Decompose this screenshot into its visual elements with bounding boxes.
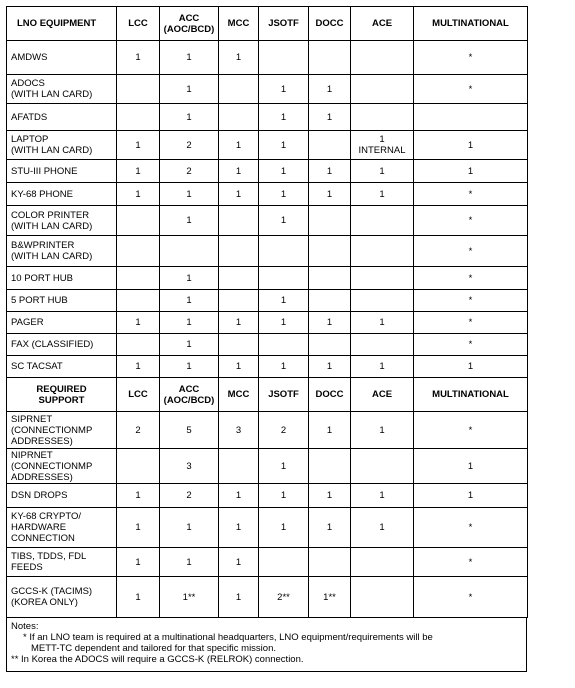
cell-ace: 1 INTERNAL — [351, 131, 414, 160]
row-label: COLOR PRINTER (WITH LAN CARD) — [7, 206, 117, 236]
row-label: GCCS-K (TACIMS) (KOREA ONLY) — [7, 577, 117, 618]
cell-docc — [309, 334, 351, 356]
cell-mcc: 1 — [219, 312, 259, 334]
cell-jsotf: 1 — [259, 312, 309, 334]
table-row — [7, 206, 528, 236]
cell-ace — [351, 75, 414, 104]
cell-lcc: 1 — [117, 312, 160, 334]
row-label: SIPRNET (CONNECTIONMP ADDRESSES) — [7, 412, 117, 449]
table-row — [7, 75, 528, 104]
cell-mcc: 1 — [219, 41, 259, 75]
cell-lcc — [117, 236, 160, 267]
cell-jsotf — [259, 41, 309, 75]
row-label: KY-68 CRYPTO/ HARDWARE CONNECTION — [7, 508, 117, 548]
cell-acc-aoc-bcd: 1 — [160, 41, 219, 75]
cell-ace: 1 — [351, 412, 414, 449]
cell-docc: 1 — [309, 104, 351, 131]
table-row — [7, 104, 528, 131]
cell-docc — [309, 41, 351, 75]
equipment-header-row — [7, 7, 528, 41]
cell-docc — [309, 267, 351, 290]
cell-docc — [309, 548, 351, 577]
cell-lcc: 2 — [117, 412, 160, 449]
row-label: TIBS, TDDS, FDL FEEDS — [7, 548, 117, 577]
cell-docc: 1** — [309, 577, 351, 618]
column-header-docc: DOCC — [309, 378, 351, 412]
cell-lcc: 1 — [117, 508, 160, 548]
cell-docc — [309, 449, 351, 484]
cell-mcc: 1 — [219, 508, 259, 548]
row-label: ADOCS (WITH LAN CARD) — [7, 75, 117, 104]
row-label: B&WPRINTER (WITH LAN CARD) — [7, 236, 117, 267]
cell-lcc: 1 — [117, 484, 160, 508]
cell-lcc: 1 — [117, 548, 160, 577]
cell-jsotf: 1 — [259, 75, 309, 104]
table-row — [7, 312, 528, 334]
cell-mcc: 1 — [219, 484, 259, 508]
cell-acc-aoc-bcd: 1 — [160, 290, 219, 312]
cell-jsotf: 1 — [259, 206, 309, 236]
cell-multinational: * — [414, 548, 528, 577]
table-row — [7, 577, 528, 618]
cell-docc: 1 — [309, 183, 351, 206]
cell-lcc: 1 — [117, 356, 160, 378]
cell-multinational: * — [414, 290, 528, 312]
cell-jsotf — [259, 267, 309, 290]
cell-docc: 1 — [309, 160, 351, 183]
row-label: KY-68 PHONE — [7, 183, 117, 206]
cell-multinational: * — [414, 267, 528, 290]
table-row — [7, 334, 528, 356]
cell-multinational: 1 — [414, 449, 528, 484]
cell-acc-aoc-bcd: 2 — [160, 160, 219, 183]
cell-mcc: 3 — [219, 412, 259, 449]
cell-acc-aoc-bcd: 1 — [160, 548, 219, 577]
cell-jsotf: 2 — [259, 412, 309, 449]
column-header-ace: ACE — [351, 378, 414, 412]
cell-multinational: 1 — [414, 160, 528, 183]
notes-title: Notes: — [11, 621, 39, 632]
cell-ace — [351, 41, 414, 75]
cell-multinational: * — [414, 334, 528, 356]
column-header-lcc: LCC — [117, 7, 160, 41]
cell-lcc — [117, 267, 160, 290]
cell-lcc — [117, 75, 160, 104]
cell-jsotf: 2** — [259, 577, 309, 618]
table-row — [7, 41, 528, 75]
cell-jsotf — [259, 236, 309, 267]
cell-ace — [351, 334, 414, 356]
cell-multinational: * — [414, 508, 528, 548]
table-row — [7, 290, 528, 312]
cell-mcc: 1 — [219, 548, 259, 577]
cell-docc — [309, 206, 351, 236]
equipment-header-label: LNO EQUIPMENT — [7, 7, 117, 41]
table-row — [7, 449, 528, 484]
cell-multinational: * — [414, 41, 528, 75]
column-header-mcc: MCC — [219, 378, 259, 412]
column-header-jsotf: JSOTF — [259, 378, 309, 412]
cell-mcc — [219, 104, 259, 131]
table-row — [7, 484, 528, 508]
note-star-line-1: * If an LNO team is required at a multinational headquarters, LNO equipment/requirements will be — [23, 632, 433, 643]
cell-acc-aoc-bcd: 1** — [160, 577, 219, 618]
cell-docc — [309, 290, 351, 312]
cell-acc-aoc-bcd: 1 — [160, 183, 219, 206]
row-label: AMDWS — [7, 41, 117, 75]
cell-multinational: * — [414, 312, 528, 334]
cell-mcc: 1 — [219, 356, 259, 378]
cell-mcc: 1 — [219, 183, 259, 206]
table-row — [7, 236, 528, 267]
cell-lcc — [117, 334, 160, 356]
cell-acc-aoc-bcd: 5 — [160, 412, 219, 449]
table-row — [7, 131, 528, 160]
cell-docc: 1 — [309, 75, 351, 104]
cell-multinational: * — [414, 183, 528, 206]
table-row — [7, 183, 528, 206]
table-row — [7, 548, 528, 577]
cell-multinational: 1 — [414, 356, 528, 378]
cell-acc-aoc-bcd — [160, 236, 219, 267]
cell-multinational: * — [414, 577, 528, 618]
cell-acc-aoc-bcd: 1 — [160, 75, 219, 104]
cell-acc-aoc-bcd: 1 — [160, 206, 219, 236]
column-header-acc-aoc-bcd: ACC (AOC/BCD) — [160, 378, 219, 412]
table-row — [7, 356, 528, 378]
cell-ace — [351, 577, 414, 618]
cell-jsotf: 1 — [259, 449, 309, 484]
cell-ace — [351, 267, 414, 290]
cell-lcc — [117, 104, 160, 131]
row-label: STU-III PHONE — [7, 160, 117, 183]
cell-jsotf: 1 — [259, 290, 309, 312]
cell-multinational: * — [414, 75, 528, 104]
cell-ace: 1 — [351, 356, 414, 378]
row-label: DSN DROPS — [7, 484, 117, 508]
cell-ace: 1 — [351, 160, 414, 183]
table-row — [7, 412, 528, 449]
cell-multinational: 1 — [414, 131, 528, 160]
support-header-row — [7, 378, 528, 412]
cell-ace — [351, 104, 414, 131]
lno-equipment-table — [6, 6, 528, 618]
cell-lcc: 1 — [117, 131, 160, 160]
row-label: AFATDS — [7, 104, 117, 131]
cell-jsotf — [259, 334, 309, 356]
cell-docc: 1 — [309, 484, 351, 508]
row-label: 10 PORT HUB — [7, 267, 117, 290]
lno-requirements-document — [6, 6, 527, 672]
cell-jsotf: 1 — [259, 131, 309, 160]
cell-acc-aoc-bcd: 2 — [160, 131, 219, 160]
cell-lcc — [117, 449, 160, 484]
row-label: LAPTOP (WITH LAN CARD) — [7, 131, 117, 160]
cell-acc-aoc-bcd: 1 — [160, 508, 219, 548]
cell-ace — [351, 206, 414, 236]
cell-lcc: 1 — [117, 183, 160, 206]
table-row — [7, 267, 528, 290]
column-header-acc-aoc-bcd: ACC (AOC/BCD) — [160, 7, 219, 41]
cell-acc-aoc-bcd: 2 — [160, 484, 219, 508]
cell-ace: 1 — [351, 484, 414, 508]
cell-docc — [309, 236, 351, 267]
note-double-star: ** In Korea the ADOCS will require a GCCS-K (RELROK) connection. — [11, 654, 304, 665]
cell-multinational: * — [414, 412, 528, 449]
cell-docc: 1 — [309, 508, 351, 548]
cell-lcc: 1 — [117, 577, 160, 618]
cell-docc: 1 — [309, 356, 351, 378]
cell-ace: 1 — [351, 183, 414, 206]
cell-mcc: 1 — [219, 577, 259, 618]
cell-mcc — [219, 75, 259, 104]
column-header-multinational: MULTINATIONAL — [414, 7, 528, 41]
table-body — [7, 7, 528, 618]
column-header-docc: DOCC — [309, 7, 351, 41]
cell-multinational: 1 — [414, 484, 528, 508]
cell-mcc: 1 — [219, 131, 259, 160]
cell-mcc — [219, 206, 259, 236]
cell-jsotf: 1 — [259, 356, 309, 378]
row-label: NIPRNET (CONNECTIONMP ADDRESSES) — [7, 449, 117, 484]
cell-docc — [309, 131, 351, 160]
cell-mcc — [219, 449, 259, 484]
table-row — [7, 160, 528, 183]
cell-jsotf: 1 — [259, 104, 309, 131]
cell-jsotf — [259, 548, 309, 577]
table-row — [7, 508, 528, 548]
cell-acc-aoc-bcd: 1 — [160, 334, 219, 356]
cell-ace — [351, 449, 414, 484]
row-label: SC TACSAT — [7, 356, 117, 378]
row-label: PAGER — [7, 312, 117, 334]
cell-lcc — [117, 290, 160, 312]
cell-mcc — [219, 267, 259, 290]
cell-lcc: 1 — [117, 41, 160, 75]
cell-acc-aoc-bcd: 1 — [160, 104, 219, 131]
cell-jsotf: 1 — [259, 508, 309, 548]
column-header-multinational: MULTINATIONAL — [414, 378, 528, 412]
cell-mcc — [219, 334, 259, 356]
cell-acc-aoc-bcd: 1 — [160, 267, 219, 290]
cell-ace: 1 — [351, 508, 414, 548]
cell-docc: 1 — [309, 412, 351, 449]
support-header-label: REQUIRED SUPPORT — [7, 378, 117, 412]
notes-section — [6, 618, 527, 672]
cell-jsotf: 1 — [259, 160, 309, 183]
cell-jsotf: 1 — [259, 183, 309, 206]
cell-multinational — [414, 104, 528, 131]
row-label: FAX (CLASSIFIED) — [7, 334, 117, 356]
note-star-line-2: METT-TC dependent and tailored for that specific mission. — [31, 643, 277, 654]
cell-docc: 1 — [309, 312, 351, 334]
cell-ace — [351, 290, 414, 312]
cell-multinational: * — [414, 236, 528, 267]
cell-jsotf: 1 — [259, 484, 309, 508]
cell-mcc — [219, 236, 259, 267]
column-header-ace: ACE — [351, 7, 414, 41]
cell-ace: 1 — [351, 312, 414, 334]
cell-acc-aoc-bcd: 1 — [160, 312, 219, 334]
cell-acc-aoc-bcd: 3 — [160, 449, 219, 484]
cell-multinational: * — [414, 206, 528, 236]
cell-mcc — [219, 290, 259, 312]
cell-lcc — [117, 206, 160, 236]
row-label: 5 PORT HUB — [7, 290, 117, 312]
column-header-jsotf: JSOTF — [259, 7, 309, 41]
cell-lcc: 1 — [117, 160, 160, 183]
cell-ace — [351, 236, 414, 267]
cell-mcc: 1 — [219, 160, 259, 183]
column-header-mcc: MCC — [219, 7, 259, 41]
cell-ace — [351, 548, 414, 577]
column-header-lcc: LCC — [117, 378, 160, 412]
cell-acc-aoc-bcd: 1 — [160, 356, 219, 378]
